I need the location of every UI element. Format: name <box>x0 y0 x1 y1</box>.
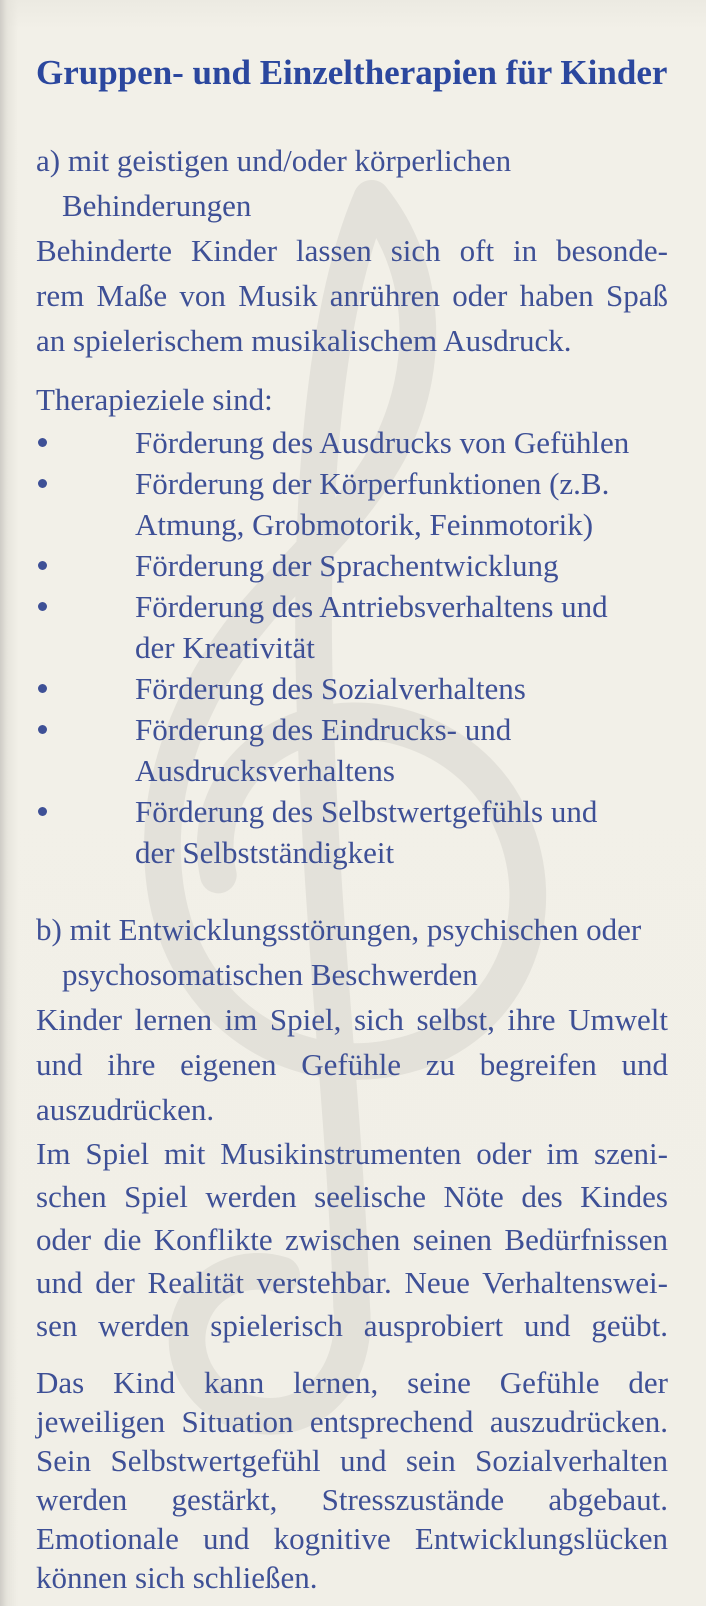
bullet-icon <box>36 463 135 488</box>
goals-intro: Therapieziele sind: <box>36 382 273 417</box>
section-b-heading-line: psychosomatischen Beschwerden <box>62 957 478 992</box>
bullet-icon <box>36 422 135 447</box>
bullet-icon <box>36 791 135 816</box>
text-line: und ihre eigenen Gefühle zu begreifen und <box>36 1047 668 1082</box>
goal-text: Förderung des Selbstwertgefühls und <box>135 794 598 829</box>
text-line: können sich schließen. <box>36 1560 318 1595</box>
list-item <box>36 463 668 545</box>
text-line: Emotionale und kognitive Entwicklungslücken <box>36 1521 668 1556</box>
section-b-paragraph-1 <box>36 997 668 1132</box>
goal-text: Förderung des Eindrucks- und <box>135 712 512 747</box>
list-item <box>36 422 668 463</box>
goal-text: Förderung des Ausdrucks von Gefühlen <box>135 425 630 460</box>
goals-list <box>36 422 668 873</box>
text-line: sen werden spielerisch ausprobiert und geübt. <box>36 1308 668 1343</box>
goal-text: Förderung des Sozialverhaltens <box>135 671 526 706</box>
closing-paragraph <box>36 1363 668 1597</box>
section-a-heading-line: a) mit geistigen und/oder körperlichen <box>36 143 512 178</box>
section-a-heading-line: Behinderungen <box>62 188 252 223</box>
text-line: an spielerischem musikalischem Ausdruck. <box>36 323 572 358</box>
goal-text: Förderung der Körperfunktionen (z.B. <box>135 466 610 501</box>
section-a-heading <box>36 138 668 228</box>
page-title: Gruppen- und Einzeltherapien für Kinder <box>36 53 668 92</box>
text-line: Das Kind kann lernen, seine Gefühle der <box>36 1365 668 1400</box>
page-content <box>36 0 668 1597</box>
list-item <box>36 668 668 709</box>
goal-text: der Kreativität <box>135 630 315 665</box>
list-item <box>36 545 668 586</box>
text-line: auszudrücken. <box>36 1092 215 1127</box>
text-line: rem Maße von Musik anrühren oder haben Spaß <box>36 278 668 313</box>
section-b-heading-line: b) mit Entwicklungsstörungen, psychischen oder <box>36 912 642 947</box>
list-item <box>36 586 668 668</box>
text-line: Im Spiel mit Musikinstrumenten oder im szeni- <box>36 1136 668 1171</box>
goal-text: Ausdrucksverhaltens <box>135 753 395 788</box>
section-a-paragraph <box>36 228 668 363</box>
text-line: Behinderte Kinder lassen sich oft in besonde- <box>36 233 668 268</box>
section-b-heading <box>36 907 668 997</box>
text-line: Sein Selbstwertgefühl und sein Sozialverhalten <box>36 1443 668 1478</box>
bullet-icon <box>36 668 135 693</box>
text-line: schen Spiel werden seelische Nöte des Kindes <box>36 1179 668 1214</box>
list-item <box>36 791 668 873</box>
text-line: und der Realität verstehbar. Neue Verhaltenswei- <box>36 1265 668 1300</box>
goal-text: Förderung der Sprachentwicklung <box>135 548 559 583</box>
text-line: oder die Konflikte zwischen seinen Bedürfnissen <box>36 1222 668 1257</box>
text-line: werden gestärkt, Stresszustände abgebaut. <box>36 1482 668 1517</box>
text-line: jeweiligen Situation entsprechend auszudrücken. <box>36 1404 668 1439</box>
goal-text: der Selbstständigkeit <box>135 835 395 870</box>
goal-text: Förderung des Antriebsverhaltens und <box>135 589 608 624</box>
section-b-paragraph-2 <box>36 1132 668 1347</box>
bullet-icon <box>36 586 135 611</box>
bullet-icon <box>36 709 135 734</box>
goal-text: Atmung, Grobmotorik, Feinmotorik) <box>135 507 594 542</box>
bullet-icon <box>36 545 135 570</box>
list-item <box>36 709 668 791</box>
text-line: Kinder lernen im Spiel, sich selbst, ihre Umwelt <box>36 1002 668 1037</box>
